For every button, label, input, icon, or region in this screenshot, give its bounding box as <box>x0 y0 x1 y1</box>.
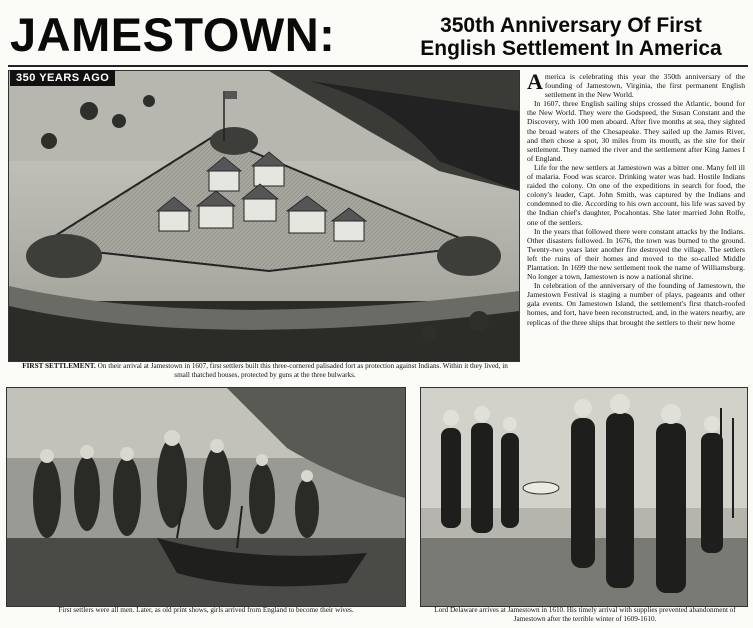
fort-engraving-illustration <box>9 71 519 361</box>
fort-caption <box>20 362 510 380</box>
headline-subtitle <box>396 14 746 60</box>
headline-subtitle-line2: English Settlement In America <box>420 37 722 60</box>
fort-caption-text: On their arrival at Jamestown in 1607, first settlers built this three-cornered palisaded fort as protection against Indians. Within it they lived, in small thatched houses, protected by guns at the three bulwarks. <box>97 362 508 379</box>
brides-print-photo <box>6 387 406 607</box>
headline-subtitle-line1: 350th Anniversary Of First <box>440 14 702 37</box>
article-dropcap: A <box>527 72 543 94</box>
years-ago-tag: 350 YEARS AGO <box>10 70 115 86</box>
article-paragraph: In the years that followed there were constant attacks by the Indians. Other disasters followed. In 1676, the town was burned to the ground. Twenty-two years later another fire destroyed the village. The settlers left the ruins of their homes and moved to the so-called Middle Plantation. In 1699 the new settlement took the name of Williamsburg. No longer a town, Jamestown is now a national shrine. <box>527 226 745 282</box>
brides-print-illustration <box>7 388 405 606</box>
headline <box>10 6 746 64</box>
article-body <box>527 72 745 390</box>
article-paragraph: Life for the new settlers at Jamestown was a bitter one. Many fell ill of malaria. Food was scarce. Drinking water was bad. Hostile Indians raided the colony. On one of the expeditions in search for food, the colony's leader, Capt. John Smith, was captured by the Indians and condemned to die. According to his own account, his life was saved by the Indian chief's daughter, Pocahontas. She later married John Rolfe, one of the settlers. <box>527 162 745 227</box>
brides-caption: First settlers were all men. Later, as old print shows, girls arrived from England to become their wives. <box>58 606 354 614</box>
article-paragraph: In 1607, three English sailing ships crossed the Atlantic, bound for the New World. They were the Godspeed, the Susan Constant and the Discovery, with 100 men aboard. After five months at sea, they sighted the broad waters of the Chesapeake. They sailed up the James River, and then chose a spot, 30 miles from its mouth, as the site for their settlement. They named the river and the settlement after King James I of England. <box>527 99 745 163</box>
headline-main: JAMESTOWN: <box>10 8 336 61</box>
delaware-arrival-photo <box>420 387 748 607</box>
fort-caption-lead: FIRST SETTLEMENT. <box>22 362 96 370</box>
delaware-arrival-illustration <box>421 388 747 606</box>
delaware-caption: Lord Delaware arrives at Jamestown in 1610. His timely arrival with supplies prevented abandonment of Jamestown after the terrible winter of 1609-1610. <box>434 606 736 623</box>
article-paragraph: In celebration of the anniversary of the founding of Jamestown, the Jamestown Festival is staging a number of plays, pageants and other gala events. On Jamestown Island, the settlement's first thatch-roofed homes, and fort, have been reconstructed, and, in the waters nearby, are replicas of the three ships that brought the settlers to their new home <box>527 281 745 327</box>
article-paragraph: America is celebrating this year the 350th anniversary of the founding of Jamestown, Virginia, the first permanent English settlement in the New World. <box>527 72 745 100</box>
headline-rule <box>8 65 748 67</box>
fort-engraving-photo <box>8 70 520 362</box>
